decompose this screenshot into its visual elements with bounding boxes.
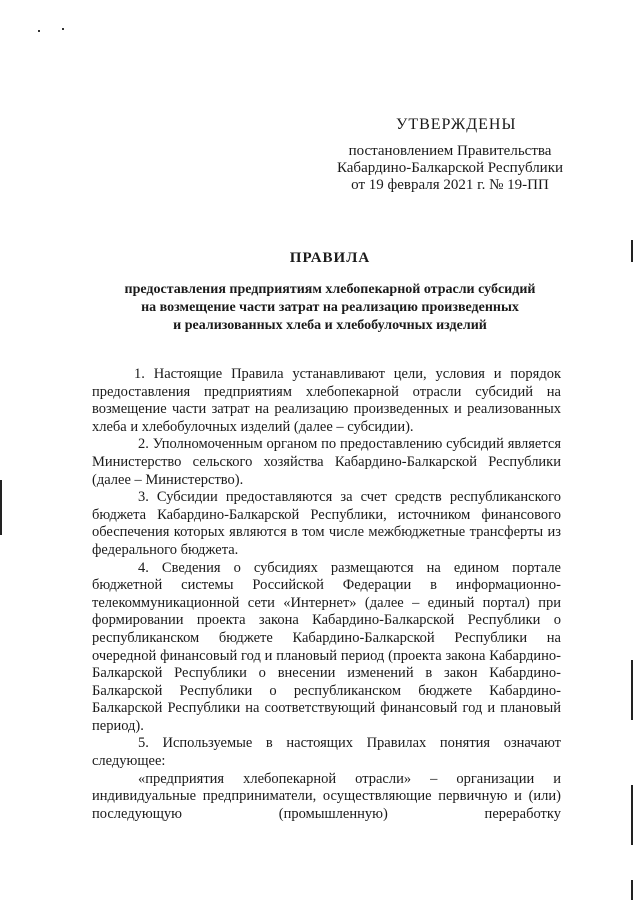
approval-block bbox=[330, 116, 570, 194]
scan-edge-mark bbox=[631, 880, 633, 900]
paragraph-6: «предприятия хлебопекарной отрасли» – организации и индивидуальные предприниматели, осуществляющие первичную и (или) последующую (промышленную) переработку bbox=[92, 770, 561, 822]
subtitle-line: и реализованных хлеба и хлебобулочных изделий bbox=[173, 318, 487, 333]
approval-heading: УТВЕРЖДЕНЫ bbox=[396, 116, 517, 133]
paragraph-3: 3. Субсидии предоставляются за счет средств республиканского бюджета Кабардино-Балкарской Республики, источником финансового обеспечения которых являются в том числе межбюджетные трансферты из федерального бюджета. bbox=[92, 489, 561, 558]
approval-line: постановлением Правительства bbox=[348, 143, 552, 159]
scan-speck bbox=[62, 28, 64, 30]
paragraph-2: 2. Уполномоченным органом по предоставлению субсидий является Министерство сельского хозяйства Кабардино-Балкарской Республики (далее – Министерство). bbox=[92, 436, 561, 488]
scan-edge-mark bbox=[631, 240, 633, 262]
approval-line: от 19 февраля 2021 г. № 19-ПП bbox=[351, 177, 549, 193]
paragraph-1: 1. Настоящие Правила устанавливают цели, условия и порядок предоставления предприятиям хлебопекарной отрасли субсидий на возмещение части затрат на реализацию произведенных и реализованных хлеба и хлебобулочных изделий (далее – субсидии). bbox=[92, 366, 561, 435]
scan-edge-mark bbox=[631, 660, 633, 720]
approval-line: Кабардино-Балкарской Республики bbox=[336, 160, 564, 176]
document-body bbox=[92, 366, 561, 823]
paragraph-5: 5. Используемые в настоящих Правилах понятия означают следующее: bbox=[92, 735, 561, 770]
scan-edge-mark bbox=[0, 480, 2, 535]
document-title: ПРАВИЛА bbox=[289, 250, 371, 266]
subtitle-line: на возмещение части затрат на реализацию произведенных bbox=[141, 300, 519, 315]
subtitle-line: предоставления предприятиям хлебопекарной отрасли субсидий bbox=[124, 282, 536, 297]
scan-speck bbox=[38, 30, 40, 32]
document-subtitle bbox=[100, 281, 560, 335]
paragraph-4: 4. Сведения о субсидиях размещаются на едином портале бюджетной системы Российской Федерации в информационно-телекоммуникационной сети «Интернет» (далее – единый портал) при формировании проекта закона Кабардино-Балкарской Республики о республиканском бюджете Кабардино-Балкарской Республики на очередной финансовый год и плановый период (проекта закона Кабардино-Балкарской Республики о внесении изменений в закон Кабардино-Балкарской Республики о республиканском бюджете Кабардино-Балкарской Республики на соответствующий финансовый год и плановый период). bbox=[92, 559, 561, 734]
scan-edge-mark bbox=[631, 785, 633, 845]
